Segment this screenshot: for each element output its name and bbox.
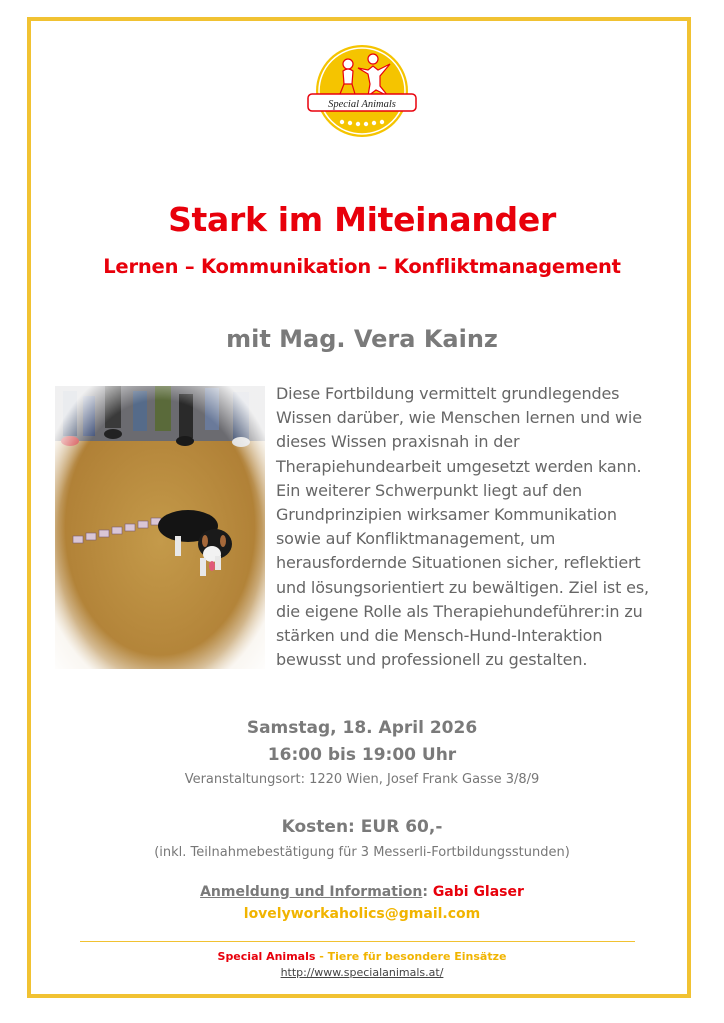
event-time: 16:00 bis 19:00 Uhr (267, 745, 457, 765)
therapy-dog-photo (55, 386, 265, 669)
description-line: und lösungsorientiert zu bewältigen. Ziel ist es, (276, 577, 649, 597)
website-link[interactable]: http://www.specialanimals.at/ (280, 966, 444, 979)
course-description (276, 382, 676, 672)
speaker-line: mit Mag. Vera Kainz (226, 325, 498, 353)
logo-text: Special Animals (328, 99, 396, 110)
registration-line (0, 884, 724, 900)
event-venue: Veranstaltungsort: 1220 Wien, Josef Frank Gasse 3/8/9 (184, 772, 540, 787)
description-line: bewusst und professionell zu gestalten. (276, 650, 588, 670)
registration-separator: : (422, 884, 433, 900)
special-animals-logo (306, 44, 418, 144)
description-line: dieses Wissen praxisnah in der (276, 432, 520, 452)
cost-note: (inkl. Teilnahmebestätigung für 3 Messerli-Fortbildungsstunden) (154, 845, 570, 860)
description-line: herausfordernde Situationen sicher, reflektiert (276, 553, 641, 573)
description-line: Ein weiterer Schwerpunkt liegt auf den (276, 480, 583, 500)
description-line: Wissen darüber, wie Menschen lernen und wie (276, 408, 642, 428)
description-line: stärken und die Mensch-Hund-Interaktion (276, 626, 603, 646)
description-line: die eigene Rolle als Therapiehundeführer:in zu (276, 601, 643, 621)
description-line: Grundprinzipien wirksamer Kommunikation (276, 505, 617, 525)
footer-brand: Special Animals (217, 950, 316, 963)
contact-name: Gabi Glaser (432, 884, 524, 900)
contact-email-link[interactable]: lovelyworkaholics@gmail.com (243, 906, 481, 922)
event-title: Stark im Miteinander (168, 200, 556, 239)
registration-label: Anmeldung und Information (200, 884, 423, 900)
event-date: Samstag, 18. April 2026 (246, 718, 478, 738)
footer-divider (80, 941, 635, 942)
description-line: Diese Fortbildung vermittelt grundlegendes (276, 384, 620, 403)
description-line: Therapiehundearbeit umgesetzt werden kann. (276, 456, 642, 476)
description-line: sowie auf Konfliktmanagement, um (276, 529, 556, 549)
footer-tagline: - Tiere für besondere Einsätze (315, 950, 507, 963)
footer-brand-line (0, 950, 724, 963)
event-subtitle: Lernen – Kommunikation – Konfliktmanagement (103, 255, 621, 278)
cost-label: Kosten: EUR 60,- (281, 817, 443, 837)
